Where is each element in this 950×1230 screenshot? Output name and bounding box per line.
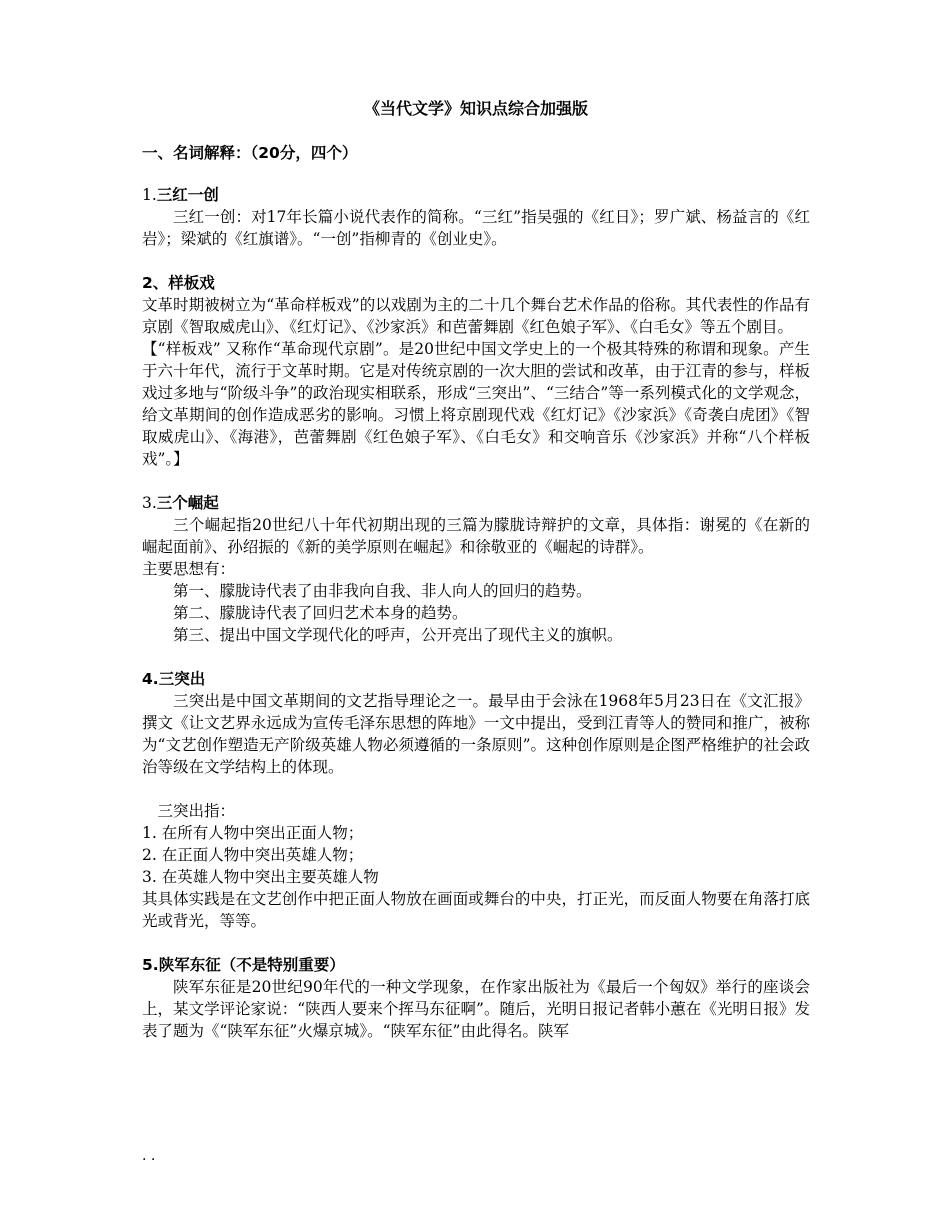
- term-block-4: [142, 668, 810, 932]
- term-name: 三突出: [158, 670, 206, 688]
- term-block-3: [142, 492, 810, 646]
- term-heading: [142, 954, 810, 976]
- term-block-2: [142, 272, 810, 470]
- term-heading: [142, 272, 810, 294]
- list-item: 2. 在正面人物中突出英雄人物；: [142, 846, 364, 864]
- term-name: 三个崛起: [156, 494, 219, 512]
- list-item: 3. 在英雄人物中突出主要英雄人物: [142, 868, 379, 886]
- term-paragraph: 陕军东征是20世纪90年代的一种文学现象，在作家出版社为《最后一个匈奴》举行的座谈会上，某文学评论家说：“陕西人要来个挥马东征啊”。随后，光明日报记者韩小蕙在《光明日报》发表了题为《“陕军东征”火爆京城》。“陕军东征”由此得名。陕军: [142, 978, 810, 1040]
- term-name: 样板戏: [168, 274, 215, 292]
- term-paragraph: 三突出指：: [157, 802, 236, 820]
- term-paragraph: 第三、提出中国文学现代化的呼声，公开亮出了现代主义的旗帜。: [173, 626, 623, 644]
- section-heading-terms: 一、名词解释：（20分，四个）: [142, 144, 358, 162]
- term-paragraph: 其具体实践是在文艺创作中把正面人物放在画面或舞台的中央，打正光，而反面人物要在角落打底光或背光，等等。: [142, 890, 810, 930]
- term-number: 4.: [142, 670, 159, 688]
- term-name: 三红一创: [156, 186, 219, 204]
- term-heading: [142, 668, 810, 690]
- term-number: 1.: [142, 186, 157, 204]
- term-paragraph: 三个崛起指20世纪八十年代初期出现的三篇为朦胧诗辩护的文章，具体指：谢冕的《在新的崛起面前》、孙绍振的《新的美学原则在崛起》和徐敬亚的《崛起的诗群》。: [142, 516, 810, 556]
- term-name: 陕军东征（不是特别重要）: [158, 956, 345, 974]
- document-title: 《当代文学》知识点综合加强版: [363, 99, 588, 118]
- term-paragraph: 第二、朦胧诗代表了回归艺术本身的趋势。: [173, 604, 468, 622]
- term-paragraph: 三红一创：对17年长篇小说代表作的简称。“三红”指吴强的《红日》；罗广斌、杨益言的《红岩》；梁斌的《红旗谱》。“一创”指柳青的《创业史》。: [142, 208, 810, 248]
- term-number: 5.: [142, 956, 159, 974]
- term-heading: [142, 492, 810, 514]
- term-paragraph: 文革时期被树立为“革命样板戏”的以戏剧为主的二十几个舞台艺术作品的俗称。其代表性的作品有京剧《智取威虎山》、《红灯记》、《沙家浜》和芭蕾舞剧《红色娘子军》、《白毛女》等五个剧目。: [142, 296, 810, 336]
- term-paragraph: 【“样板戏” 又称作“革命现代京剧”。是20世纪中国文学史上的一个极其特殊的称谓和现象。产生于六十年代，流行于文革时期。它是对传统京剧的一次大胆的尝试和改革，由于江青的参与，样板戏过多地与“阶级斗争”的政治现实相联系，形成“三突出”、“三结合”等一系列模式化的文学观念，给文革期间的创作造成恶劣的影响。习惯上将京剧现代戏《红灯记》《沙家浜》《奇袭白虎团》《智取威虎山》、《海港》，芭蕾舞剧《红色娘子军》、《白毛女》和交响音乐《沙家浜》并称“八个样板戏”。】: [142, 340, 810, 468]
- document-body: [142, 98, 810, 1042]
- list-item: 1. 在所有人物中突出正面人物；: [142, 824, 364, 842]
- term-number: 2、: [142, 274, 169, 292]
- footer-mark: . .: [142, 1148, 156, 1164]
- term-paragraph: 第一、朦胧诗代表了由非我向自我、非人向人的回归的趋势。: [173, 582, 592, 600]
- term-paragraph: 三突出是中国文革期间的文艺指导理论之一。最早由于会泳在1968年5月23日在《文汇报》撰文《让文艺界永远成为宣传毛泽东思想的阵地》一文中提出，受到江青等人的赞同和推广，被称为“文艺创作塑造无产阶级英雄人物必须遵循的一条原则”。这种创作原则是企图严格维护的社会政治等级在文学结构上的体现。: [142, 692, 810, 776]
- term-block-1: [142, 184, 810, 250]
- term-heading: [142, 184, 810, 206]
- term-number: 3.: [142, 494, 157, 512]
- term-block-5: [142, 954, 810, 1042]
- term-paragraph: 主要思想有：: [142, 560, 236, 578]
